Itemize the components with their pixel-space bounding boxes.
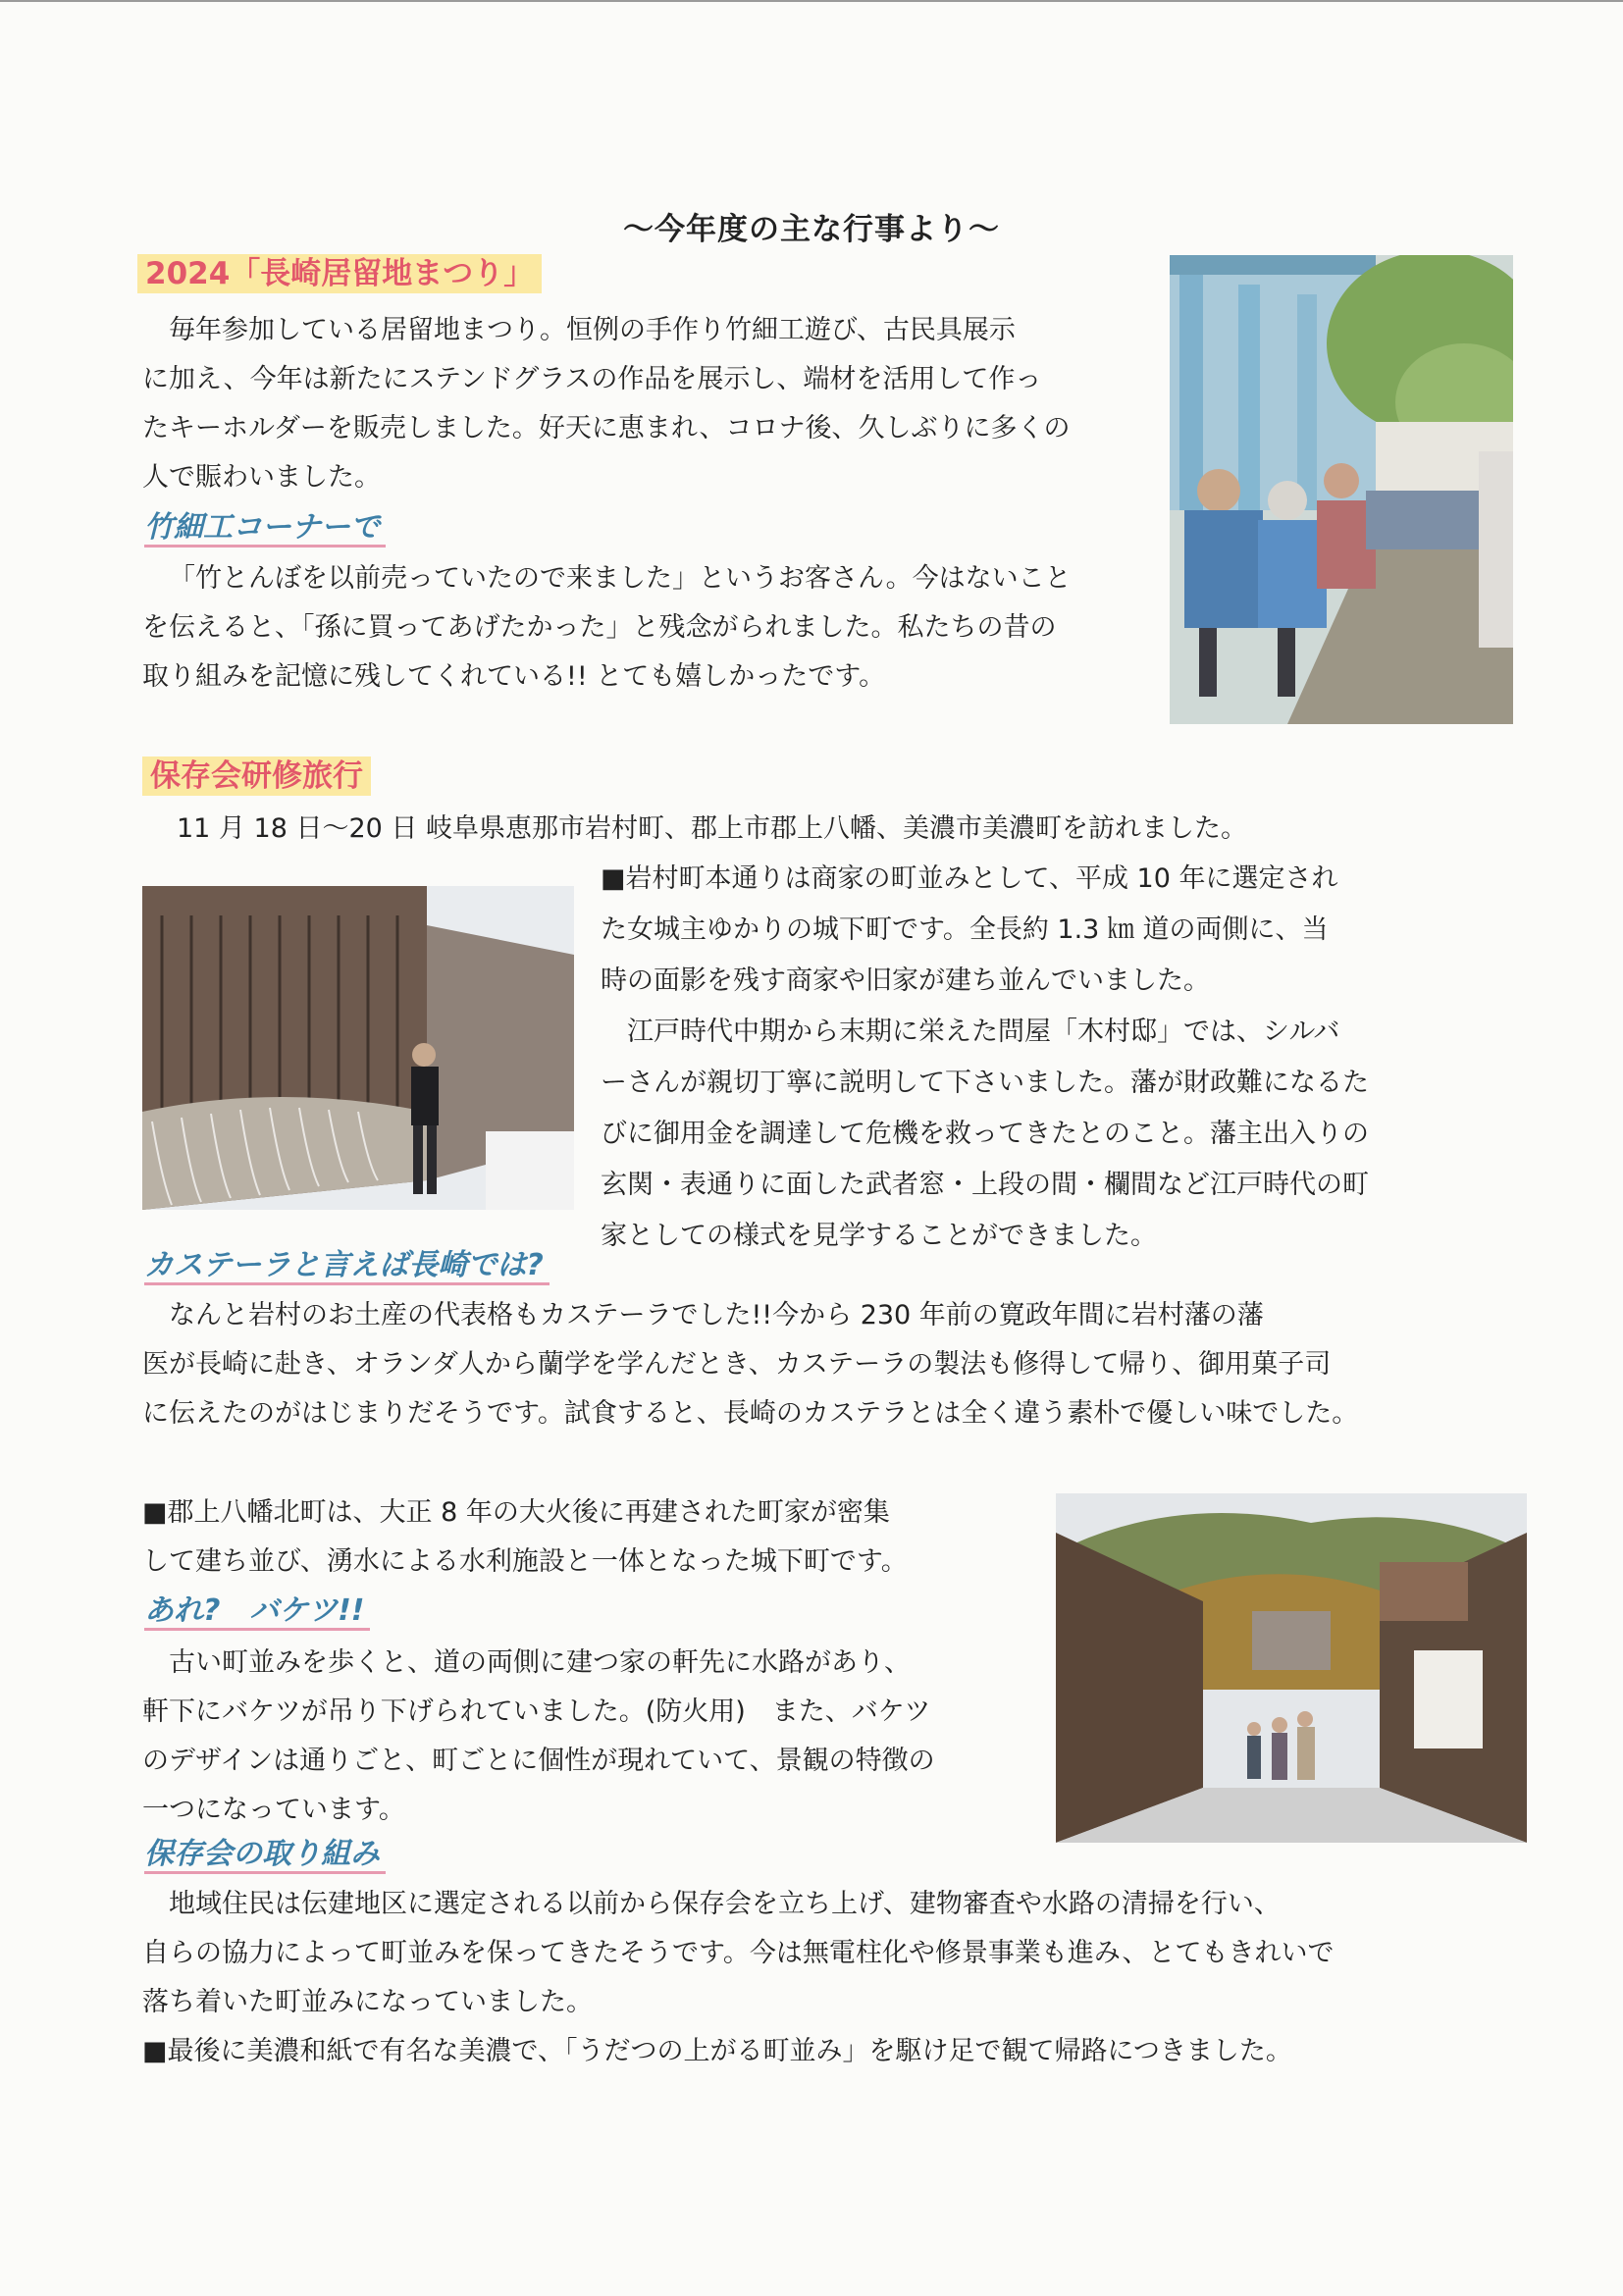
text-line: を伝えると、「孫に買ってあげたかった」と残念がられました。私たちの昔の [142, 612, 1057, 643]
text-line: に加え、今年は新たにステンドグラスの作品を展示し、端材を活用して作っ [142, 364, 1042, 394]
text-line: 落ち着いた町並みになっていました。 [142, 1987, 593, 2017]
gujo-text [142, 1488, 1055, 1587]
subheading-text: カステーラと言えば長崎では? [144, 1248, 550, 1285]
subheading-society [144, 1835, 386, 1874]
subheading-bucket [144, 1592, 370, 1631]
text-line: びに御用金を調達して危機を救ってきたとのこと。藩主出入りの [601, 1119, 1369, 1149]
heading-highlight: 2024「長崎居留地まつり」 [137, 254, 542, 293]
bamboo-corner-text [142, 554, 1153, 702]
festival-children-photo [1170, 255, 1513, 724]
matsuri-intro [142, 306, 1153, 502]
text-line: に伝えたのがはじまりだそうです。試食すると、長崎のカステラとは全く違う素朴で優しい味でした。 [142, 1398, 1359, 1429]
heading-highlight: 保存会研修旅行 [142, 757, 371, 796]
subheading-text: 保存会の取り組み [144, 1837, 386, 1874]
text-line: たキーホルダーを販売しました。好天に恵まれ、コロナ後、久しぶりに多くの [142, 413, 1071, 444]
page-title: ～今年度の主な行事より～ [623, 212, 1000, 247]
text-line: のデザインは通りごと、町ごとに個性が現れていて、景観の特徴の [142, 1746, 935, 1776]
gujo-street-photo [1056, 1493, 1527, 1843]
text-line: 医が長崎に赴き、オランダ人から蘭学を学んだとき、カステーラの製法も修得して帰り、御用菓子司 [142, 1349, 1332, 1380]
section-heading-trip [142, 754, 371, 799]
trip-date-line [177, 805, 1531, 854]
top-border-line [0, 0, 1623, 2]
text-line: 一つになっています。 [142, 1795, 405, 1825]
text-line: 取り組みを記憶に残してくれている!! とても嬉しかったです。 [142, 661, 886, 692]
subheading-bamboo-corner [144, 508, 386, 548]
text-line: 11 月 18 日～20 日 岐阜県恵那市岩村町、郡上市郡上八幡、美濃市美濃町を訪れました。 [177, 813, 1247, 844]
text-line: 自らの協力によって町並みを保ってきたそうです。今は無電柱化や修景事業も進み、とてもきれいで [142, 1938, 1335, 1968]
text-line: 人で賑わいました。 [142, 462, 381, 493]
subheading-castella [144, 1246, 550, 1285]
text-line: 地域住民は伝建地区に選定される以前から保存会を立ち上げ、建物審査や水路の清掃を行い、 [169, 1889, 1281, 1919]
text-line: なんと岩村のお土産の代表格もカステーラでした!!今から 230 年前の寛政年間に岩村藩の藩 [169, 1300, 1264, 1331]
society-text [142, 1880, 1536, 2076]
text-line: ■最後に美濃和紙で有名な美濃で、「うだつの上がる町並み」を駆け足で観て帰路につきました。 [142, 2036, 1292, 2066]
text-line: 古い町並みを歩くと、道の両側に建つ家の軒先に水路があり、 [169, 1647, 911, 1678]
text-line: ■郡上八幡北町は、大正 8 年の大火後に再建された町家が密集 [142, 1497, 890, 1528]
text-line: 軒下にバケツが吊り下げられていました。(防火用) また、バケツ [142, 1696, 931, 1727]
castella-text [142, 1291, 1516, 1438]
text-line: 江戸時代中期から末期に栄えた問屋「木村邸」では、シルバ [627, 1017, 1340, 1047]
text-line: 「竹とんぼを以前売っていたので来ました」というお客さん。今はないこと [169, 563, 1072, 594]
text-line: 時の面影を残す商家や旧家が建ち並んでいました。 [601, 965, 1210, 996]
subheading-text: あれ? バケツ!! [144, 1593, 370, 1631]
text-line: ■岩村町本通りは商家の町並みとして、平成 10 年に選定され [601, 863, 1338, 894]
subheading-text: 竹細工コーナーで [144, 510, 386, 548]
section-heading-matsuri [137, 251, 542, 296]
text-line: た女城主ゆかりの城下町です。全長約 1.3 ㎞ 道の両側に、当 [601, 914, 1329, 945]
iwamura-text [601, 854, 1484, 1262]
text-line: 玄関・表通りに面した武者窓・上段の間・欄間など江戸時代の町 [601, 1170, 1369, 1200]
text-line: 家としての様式を見学することができました。 [601, 1221, 1157, 1251]
iwamura-street-photo [142, 886, 574, 1210]
text-line: 毎年参加している居留地まつり。恒例の手作り竹細工遊び、古民具展示 [169, 315, 1016, 345]
text-line: して建ち並び、湧水による水利施設と一体となった城下町です。 [142, 1546, 908, 1577]
text-line: ーさんが親切丁寧に説明して下さいました。藩が財政難になるた [601, 1068, 1369, 1098]
bucket-text [142, 1639, 1055, 1835]
